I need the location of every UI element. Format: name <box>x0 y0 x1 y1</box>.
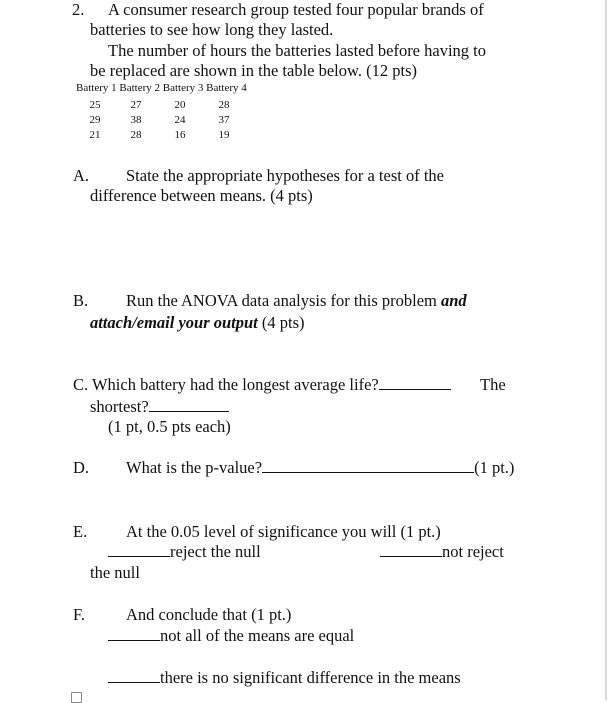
table-row <box>76 112 246 127</box>
part-c-line-1-end: The <box>480 375 506 394</box>
part-d-points: (1 pt.) <box>474 458 515 477</box>
part-b-letter: B. <box>73 291 89 310</box>
table-cell: 37 <box>218 113 230 126</box>
table-cell: 25 <box>89 98 101 111</box>
part-b-line-2-bold: attach/email your output <box>90 313 258 332</box>
part-e-option-1 <box>108 542 261 562</box>
part-c-line-3: (1 pt, 0.5 pts each) <box>108 417 231 436</box>
longest-answer-blank[interactable] <box>379 375 451 390</box>
page-edge-line <box>605 0 607 700</box>
intro-line-4: be replaced are shown in the table below. (12 pts) <box>90 61 417 80</box>
part-e-letter: E. <box>73 522 88 541</box>
table-cell: 20 <box>174 98 186 111</box>
not-all-equal-label: not all of the means are equal <box>160 626 355 645</box>
part-d-question: What is the p-value? <box>126 458 263 477</box>
no-difference-label: there is no significant difference in the means <box>160 668 461 687</box>
battery-table <box>76 97 246 142</box>
intro-line-3: The number of hours the batteries lasted before having to <box>108 41 487 60</box>
part-b-line-2 <box>90 313 305 333</box>
no-difference-blank[interactable] <box>108 668 160 683</box>
not-reject-label: not reject <box>442 542 504 561</box>
part-e-line-3: the null <box>90 563 140 582</box>
table-cell: 27 <box>130 98 142 111</box>
table-cell: 29 <box>89 113 101 126</box>
checkbox-icon[interactable] <box>71 692 82 703</box>
part-c-shortest-label: shortest? <box>90 397 149 416</box>
p-value-answer-blank[interactable] <box>262 458 474 473</box>
part-a-letter: A. <box>73 166 90 185</box>
part-b-line-2-text: (4 pts) <box>257 313 305 332</box>
table-row <box>76 127 246 142</box>
intro-line-2: batteries to see how long they lasted. <box>90 20 334 39</box>
part-d-line <box>126 458 514 478</box>
part-c-question: C. Which battery had the longest average life? <box>73 375 379 394</box>
table-cell: 21 <box>89 128 101 141</box>
table-cell: 16 <box>174 128 186 141</box>
part-e-option-2 <box>380 542 504 562</box>
table-row <box>76 97 246 112</box>
part-b-line-1-text: Run the ANOVA data analysis for this problem <box>126 291 441 310</box>
part-f-option-1 <box>108 626 354 646</box>
reject-null-label: reject the null <box>170 542 261 561</box>
table-cell: 24 <box>174 113 186 126</box>
intro-line-1: A consumer research group tested four popular brands of <box>108 0 484 19</box>
table-cell: 28 <box>130 128 142 141</box>
table-cell: 38 <box>130 113 142 126</box>
table-header: Battery 1 Battery 2 Battery 3 Battery 4 <box>76 82 247 94</box>
question-number: 2. <box>72 0 85 19</box>
part-c-line-2 <box>90 397 229 417</box>
part-b-line-1 <box>126 291 467 311</box>
table-cell: 28 <box>218 98 230 111</box>
table-cell: 19 <box>218 128 230 141</box>
part-c-line-1 <box>73 375 451 395</box>
part-f-letter: F. <box>73 605 85 624</box>
reject-null-blank[interactable] <box>108 542 170 557</box>
not-all-equal-blank[interactable] <box>108 626 160 641</box>
part-f-line-1: And conclude that (1 pt.) <box>126 605 292 624</box>
part-d-letter: D. <box>73 458 90 477</box>
shortest-answer-blank[interactable] <box>149 397 229 412</box>
part-e-line-1: At the 0.05 level of significance you will (1 pt.) <box>126 522 441 541</box>
part-a-line-2: difference between means. (4 pts) <box>90 186 313 205</box>
part-a-line-1: State the appropriate hypotheses for a test of the <box>126 166 444 185</box>
part-f-option-2 <box>108 668 461 688</box>
part-b-line-1-bold: and <box>441 291 467 310</box>
not-reject-blank[interactable] <box>380 542 442 557</box>
